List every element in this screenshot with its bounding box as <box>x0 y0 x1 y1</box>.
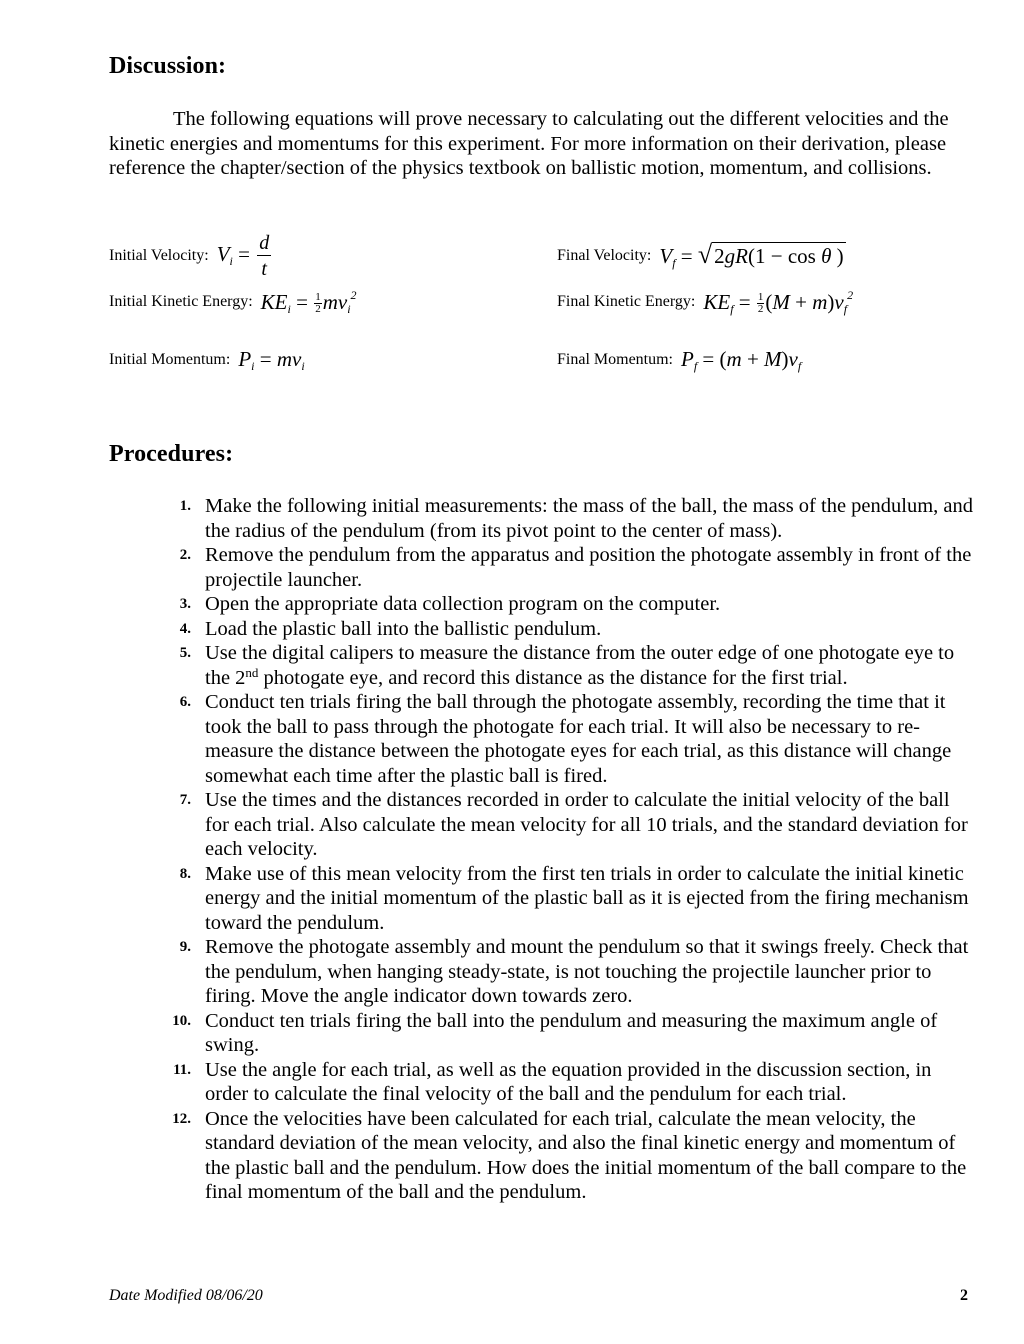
procedures-list <box>163 494 975 1205</box>
final-velocity-equation <box>557 238 846 274</box>
procedure-step <box>163 788 975 862</box>
page-number: 2 <box>960 1287 968 1304</box>
discussion-paragraph: The following equations will prove necessary to calculating out the different velocities and the kinetic energies and momentums for this experiment. For more information on their derivation, please reference the chapter/section of the physics textbook on ballistic motion, momentum, and collisions. <box>109 108 949 179</box>
final-momentum-label: Final Momentum: <box>557 351 673 368</box>
step-number: 7. <box>179 792 191 808</box>
final-ke-equation <box>557 284 853 320</box>
final-ke-label: Final Kinetic Energy: <box>557 293 696 310</box>
procedure-step <box>163 494 975 543</box>
final-ke-formula: $KE_f$ = $\frac{1}{2}$ $(M + m)v_f^2$ <box>703 287 854 316</box>
step-text: Conduct ten trials firing the ball into the pendulum and measuring the maximum angle of swing. <box>205 1009 938 1056</box>
step-number: 1. <box>179 498 191 514</box>
final-velocity-formula: $V_f$ = √ 2gR(1 − cos θ ) <box>659 239 844 270</box>
step-number: 4. <box>179 620 191 637</box>
step-text: Once the velocities have been calculated for each trial, calculate the mean velocity, the standard deviation of the mean velocity, and also the final kinetic energy and momentum of the plastic ball and the pendulum. How does the initial momentum of the ball compare to the final momentum of the ball and the pendulum. <box>205 1107 967 1203</box>
procedure-step <box>163 617 975 642</box>
final-velocity-label: Final Velocity: <box>557 247 652 264</box>
step-number: 8. <box>179 865 191 882</box>
procedure-step <box>163 1058 975 1107</box>
procedure-step <box>163 641 975 690</box>
final-momentum-formula: $P_f = (m + M)v_f$ <box>681 346 802 373</box>
step-text: Make use of this mean velocity from the first ten trials in order to calculate the initial kinetic energy and the initial momentum of the plastic ball as it is ejected from the firing mechanism toward the pendulum. <box>205 862 969 934</box>
initial-velocity-equation <box>109 228 273 284</box>
step-text: Use the times and the distances recorded in order to calculate the initial velocity of the ball for each trial. Also calculate the mean velocity for all 10 trials, and the standard deviation for each velocity. <box>205 789 968 860</box>
ordinal-suffix: nd <box>245 664 259 680</box>
step-text: Load the plastic ball into the ballistic pendulum. <box>205 617 602 640</box>
procedure-step <box>163 1009 975 1058</box>
procedures-heading: Procedures: <box>109 441 234 467</box>
step-number: 10. <box>172 1012 191 1029</box>
step-number: 9. <box>179 939 191 955</box>
procedure-step <box>163 690 975 788</box>
initial-ke-equation <box>109 284 357 320</box>
initial-ke-label: Initial Kinetic Energy: <box>109 293 253 310</box>
step-number: 12. <box>172 1110 191 1127</box>
step-text: Make the following initial measurements: the mass of the ball, the mass of the pendulum, and the radius of the pendulum (from its pivot point to the center of mass). <box>205 495 974 542</box>
step-text: Use the digital calipers to measure the distance from the outer edge of one photogate eye to the 2 <box>205 642 955 689</box>
initial-momentum-label: Initial Momentum: <box>109 351 231 368</box>
initial-momentum-equation <box>109 342 305 378</box>
procedure-step <box>163 935 975 1009</box>
procedure-step <box>163 862 975 936</box>
footer-date-modified: Date Modified 08/06/20 <box>109 1287 263 1304</box>
procedure-step <box>163 1107 975 1205</box>
initial-ke-formula: $KE_i$ = $\frac{1}{2}$ $mv_i^2$ <box>260 287 357 316</box>
step-text-continued: photogate eye, and record this distance as the distance for the first trial. <box>258 666 848 689</box>
step-number: 11. <box>173 1061 191 1078</box>
step-number: 2. <box>179 547 191 563</box>
step-text: Use the angle for each trial, as well as the equation provided in the discussion section, in order to calculate the final velocity of the ball and the pendulum for each trial. <box>205 1058 932 1105</box>
step-number: 3. <box>179 596 191 612</box>
procedure-step <box>163 592 975 617</box>
final-momentum-equation <box>557 342 801 378</box>
step-text: Remove the pendulum from the apparatus and position the photogate assembly in front of the projectile launcher. <box>205 544 972 591</box>
step-text: Remove the photogate assembly and mount the pendulum so that it swings freely. Check that the pendulum, when hanging steady-state, is not touching the projectile launcher prior to firing. Move the angle indicator down towards zero. <box>205 936 969 1007</box>
step-number: 6. <box>179 694 191 710</box>
step-text: Conduct ten trials firing the ball through the photogate assembly, recording the time that it took the ball to pass through the photogate for each trial. It will also be necessary to re-measure the distance between the photogate eyes for each trial, as this distance will change somewhat each time after the plastic ball is fired. <box>205 691 952 787</box>
step-number: 5. <box>179 645 191 661</box>
discussion-heading: Discussion: <box>109 53 227 79</box>
procedure-step <box>163 543 975 592</box>
initial-velocity-label: Initial Velocity: <box>109 247 209 264</box>
step-text: Open the appropriate data collection program on the computer. <box>205 593 721 615</box>
initial-momentum-formula: $P_i = mv_i$ <box>238 346 305 373</box>
initial-velocity-formula: $V_i$ = $\frac{d}{t}$ <box>216 232 270 280</box>
